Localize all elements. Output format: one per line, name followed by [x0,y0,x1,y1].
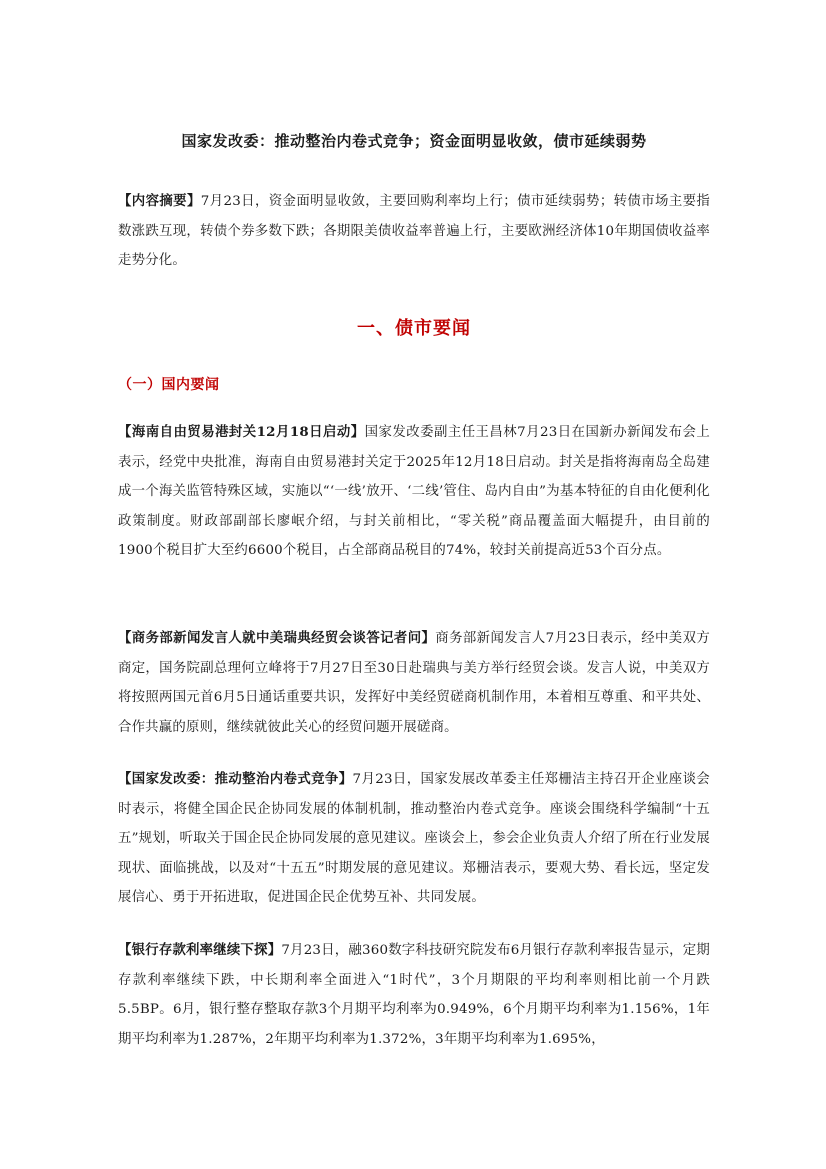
news-item-deposit-rates [118,936,710,1054]
summary-paragraph [118,187,710,276]
news-item-lead: 【国家发改委：推动整治内卷式竞争】 [118,771,353,787]
document-title: 国家发改委：推动整治内卷式竞争；资金面明显收敛，债市延续弱势 [181,132,647,150]
subsection-title: （一）国内要闻 [118,377,220,393]
news-item-text: 国家发改委副主任王昌林7月23日在国新办新闻发布会上表示，经党中央批准，海南自由贸易港封关定于2025年12月18日启动。封关是指将海南岛全岛建成一个海关监管特殊区域，实施以“‘一线’放开、‘二线’管住、岛内自由”为基本特征的自由化便利化政策制度。财政部副部长廖岷介绍，与封关前相比，“零关税”商品覆盖面大幅提升，由目前的1900个税目扩大至约6600个税目，占全部商品税目的74%，较封关前提高近53个百分点。 [118,425,710,558]
news-item-ndrc [118,765,710,913]
news-item-text: 7月23日，融360数字科技研究院发布6月银行存款利率报告显示，定期存款利率继续下跌，中长期利率全面进入“1时代”，3个月期限的平均利率则相比前一个月跌5.5BP。6月，银行整存整取存款3个月期平均利率为0.949%，6个月期平均利率为1.156%，1年期平均利率为1.287%，2年期平均利率为1.372%，3年期平均利率为1.695%， [118,943,710,1047]
summary-lead: 【内容摘要】 [118,193,201,209]
news-item-lead: 【商务部新闻发言人就中美瑞典经贸会谈答记者问】 [118,630,436,646]
news-item-lead: 【海南自由贸易港封关12月18日启动】 [118,424,365,440]
news-item-mofcom [118,624,710,742]
news-item-text: 7月23日，国家发展改革委主任郑栅洁主持召开企业座谈会时表示，将健全国企民企协同发展的体制机制，推动整治内卷式竞争。座谈会围绕科学编制“十五五”规划，听取关于国企民企协同发展的意见建议。座谈会上，参会企业负责人介绍了所在行业发展现状、面临挑战，以及对“十五五”时期发展的意见建议。郑栅洁表示，要观大势、看长远，坚定发展信心、勇于开拓进取，促进国企民企优势互补、共同发展。 [118,772,710,905]
section-title: 一、债市要闻 [357,318,471,339]
news-item-lead: 【银行存款利率继续下探】 [118,942,282,958]
news-item-hainan [118,418,710,566]
news-item-text: 商务部新闻发言人7月23日表示，经中美双方商定，国务院副总理何立峰将于7月27日至30日赴瑞典与美方举行经贸会谈。发言人说，中美双方将按照两国元首6月5日通话重要共识，发挥好中美经贸磋商机制作用，本着相互尊重、和平共处、合作共赢的原则，继续就彼此关心的经贸问题开展磋商。 [118,631,710,735]
summary-text: 7月23日，资金面明显收敛，主要回购利率均上行；债市延续弱势；转债市场主要指数涨跌互现，转债个券多数下跌；各期限美债收益率普遍上行，主要欧洲经济体10年期国债收益率走势分化。 [118,194,711,268]
